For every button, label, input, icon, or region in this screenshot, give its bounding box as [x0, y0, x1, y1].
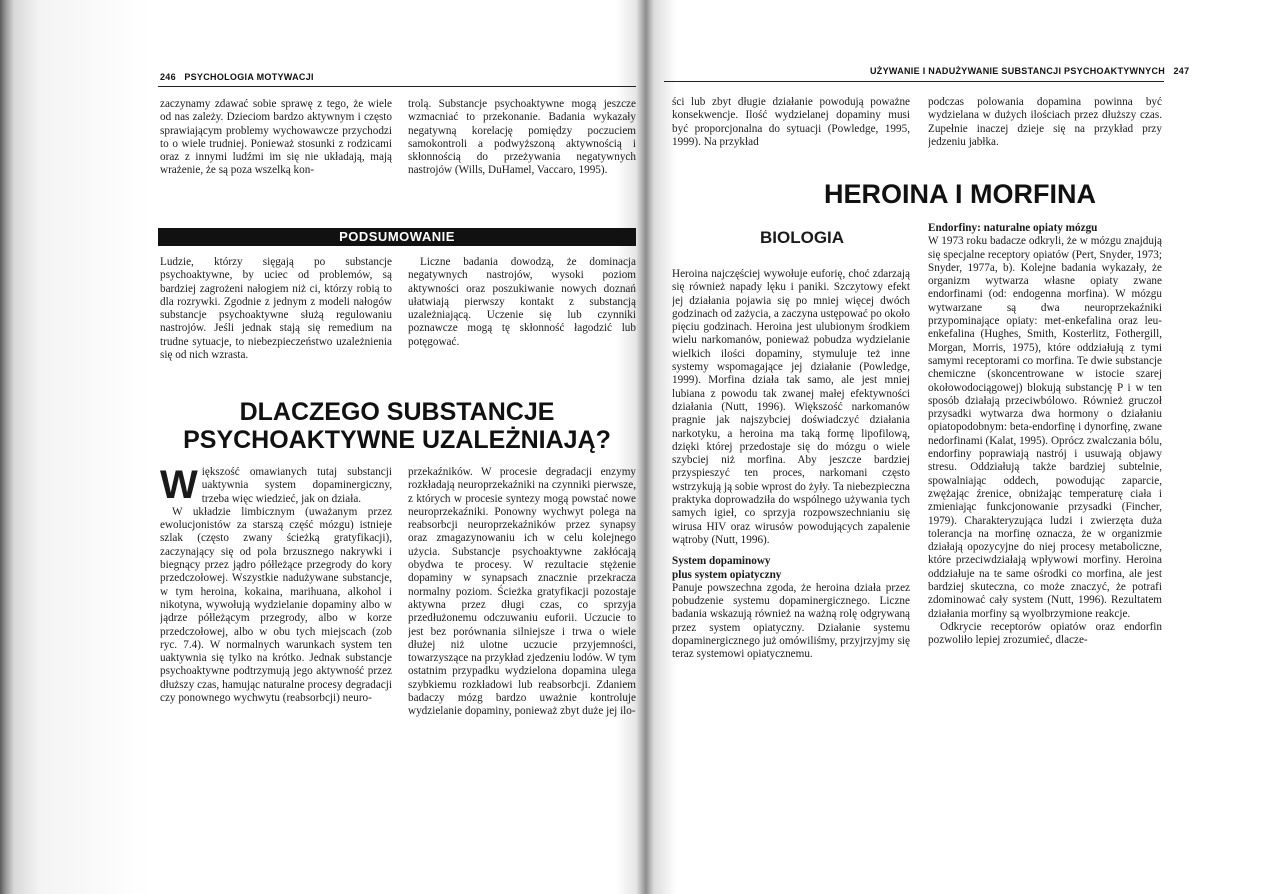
left-intro-col1: [160, 98, 392, 208]
heading-line-2: PSYCHOAKTYWNE UZALEŻNIAJĄ?: [183, 426, 611, 454]
paragraph: ści lub zbyt długie działanie powodują poważne konsekwencje. Ilość wydzielanej dopaminy musi być proporcjonalna do sytuacji (Powledge, 1995, 1999). Na przykład: [672, 96, 910, 148]
summary-banner: PODSUMOWANIE: [158, 228, 636, 246]
summary-col2: [408, 256, 636, 381]
paragraph: W 1973 roku badacze odkryli, że w mózgu znajdują się specjalne receptory opiatów (Pert, Snyder, 1973; Snyder, 1977a, b). Kolejne badania wykazały, że organizm wytwarza własne opiaty zwane endorfinami (od: endogenna morfina). W mózgu wytwarzane są dwa neuroprzekaźniki przypominające opiaty: met-enkefalina oraz leu-enkefalina (Hughes, Smith, Kosterlitz, Fothergill, Morgan, Morris, 1975), które oddziałują z tymi samymi receptorami co morfina. Te dwie substancje chemiczne (skoncentrowane w istocie szarej okołowodociągowej) blokują substancję P i w ten sposób działają przeciwbólowo. Również gruczoł przysadki wytwarza dwa hormony o działaniu opiatopodobnym: beta-endorfinę i dynorfinę, zwane nedorfinami (Kalat, 1995). Oprócz zwalczania bólu, endorfiny poprawiają nastrój i usuwają objawy stresu. Oddziałują także bardziej subtelnie, spowalniając oddech, powodując zaparcie, zwężając źrenice, obniżając temperaturę ciała i zmieniając funkcjonowanie przysadki (Fincher, 1979). Charakteryzująca ludzi i zwierzęta duża tolerancja na morfinę oznacza, że w organizmie działają opozycyjne do niej procesy metaboliczne, które przeciwdziałają wpływowi morfiny. Heroina oddziałuje na te same ośrodki co morfina, ale jest bardziej skuteczna, co może znaczyć, że potrafi zdominować cały system (Nutt, 1996). Rezultatem działania morfiny są wyolbrzymione reakcje.: [928, 235, 1162, 620]
subsection-title: System dopaminowy: [672, 555, 771, 568]
paragraph: Heroina najczęściej wywołuje euforię, choć zdarzają się również napady lęku i paniki. Szczytowy efekt jej działania pojawia się po mniej więcej dwóch godzinach od zażycia, a zaczyna ustępować po około pięciu godzinach. Heroina jest ulubionym środkiem wielu narkomanów, ponieważ pobudza wydzielanie wielkich ilości dopaminy, stymuluje też inne systemy wspomagające jej działanie (Powledge, 1999). Morfina działa tak samo, ale jest mniej lubiana z powodu tak zwanej małej efektywności działania (Nutt, 1996). Większość narkomanów pragnie jak najszybciej doświadczyć działania narkotyku, a heroina ma taką formę lipofilową, dzięki której przedostaje się do mózgu o wiele szybciej niż morfina. Aby jeszcze bardziej przyspieszyć ten proces, narkomani często wstrzykują ją sobie wprost do żyły. Ta niebezpieczna praktyka doprowadziła do wspólnego używania tych samych igieł, co sprzyja rozpowszechnianiu się wirusa HIV oraz wirusów powodujących zapalenie wątroby (Nutt, 1996).: [672, 268, 910, 546]
paragraph: Panuje powszechna zgoda, że heroina działa przez pobudzenie systemu dopaminergicznego. Liczne badania wskazują również na ważną rolę odgrywaną przez system opiatyczny. Działanie systemu dopaminergicznego już omówiliśmy, przyjrzyjmy się teraz systemowi opiatycznemu.: [672, 581, 910, 661]
right-page-number: 247: [1173, 66, 1190, 76]
left-running-head: PSYCHOLOGIA MOTYWACJI: [184, 72, 314, 82]
heading-line-1: DLACZEGO SUBSTANCJE: [239, 398, 555, 426]
paragraph: Odkrycie receptorów opiatów oraz endorfin pozwoliło lepiej zrozumieć, dlacze-: [928, 620, 1162, 647]
left-body-col1: [160, 466, 392, 818]
left-body-col2: [408, 466, 636, 818]
paragraph: przekaźników. W procesie degradacji enzymy rozkładają neuroprzekaźniki na czynniki pierwsze, z których w procesie syntezy mogą powstać nowe neuroprzekaźniki. Ponowny wychwyt polega na reabsorbcji neuroprzekaźników przez synapsy oraz zmagazynowaniu ich w celu kolejnego użycia. Substancje psychoaktywne zakłócają obydwa te procesy. W rezultacie stężenie dopaminy w synapsach znacznie przekracza normalny poziom. Ścieżka gratyfikacji pozostaje aktywna przez długi czas, co sprzyja przedłużonemu odczuwaniu euforii. Uczucie to jest bez porównania silniejsze i trwa o wiele dłużej niż ulotne uczucie przyjemności, towarzyszące na przykład zjedzeniu lodów. W tym ostatnim przypadku wydzielona dopamina ulega szybkiemu rozkładowi lub reabsorbcji. Zdaniem badaczy mózg bardzo uważnie kontroluje wydzielanie dopaminy, ponieważ zbyt duże jej ilo-: [408, 466, 636, 718]
left-header-rule: [158, 86, 636, 87]
section-heading: [158, 398, 636, 454]
right-intro-col1: [672, 96, 910, 166]
right-body-col2: [928, 222, 1162, 814]
heroina-heading: HEROINA I MORFINA: [824, 179, 1096, 209]
left-page-number: 246: [160, 72, 176, 82]
subsection-title: plus system opiatyczny: [672, 568, 782, 581]
paragraph: podczas polowania dopamina powinna być wydzielana w dużych ilościach przez dłuższy czas. Zupełnie inaczej dzieje się na przykład przy jedzeniu jabłka.: [928, 96, 1162, 148]
right-intro-col2: [928, 96, 1162, 166]
paragraph: iększość omawianych tutaj substancji uaktywnia system dopaminergiczny, trzeba więc wiedzieć, jak on działa.: [201, 466, 392, 505]
paragraph: W układzie limbicznym (uważanym przez ewolucjonistów za starszą część mózgu) istnieje szlak (często zwany ścieżką gratyfikacji), zaczynający się od pola brzusznego nakrywki i biegnący przez jądro półleżące przegrody do kory przedczołowej. Wszystkie nadużywane substancje, w tym heroina, kokaina, marihuana, alkohol i nikotyna, wywołują wydzielanie dopaminy albo w jądrze półleżącym przegrody, albo w korze przedczołowej, albo w obu tych miejscach (zob ryc. 7.4). W normalnych warunkach system ten uaktywnia się tylko na krótko. Jednak substancje psychoaktywne podtrzymują jego aktywność przez dłuższy czas, hamując naturalne procesy degradacji czy ponownego wychwytu (reabsorbcji) neuro-: [160, 505, 392, 705]
right-page-header: [870, 66, 1189, 76]
summary-col1: [160, 256, 392, 381]
paragraph: Ludzie, którzy sięgają po substancje psychoaktywne, by uciec od problemów, są bardziej zagrożeni nałogiem niż ci, którzy robią to dla rozrywki. Zgodnie z jednym z modeli nałogów substancje psychoaktywne służą regulowaniu nastrojów. Jeśli jednak stają się remedium na trudne sytuacje, to niebezpieczeństwo uzależnienia się od nich wzrasta.: [160, 256, 392, 362]
binding-edge-shadow: [0, 0, 150, 894]
right-body-col1: [672, 268, 910, 812]
paragraph: Liczne badania dowodzą, że dominacja negatywnych nastrojów, wysoki poziom aktywności oraz poszukiwanie nowych doznań ułatwiają pierwszy kontakt z substancją uzależniającą. Uczenie się lub czynniki poznawcze mogą tę skłonność łagodzić lub potęgować.: [408, 256, 636, 348]
drop-cap: W: [160, 466, 198, 507]
left-intro-col2: [408, 98, 636, 208]
biologia-subheading: BIOLOGIA: [760, 228, 845, 247]
subsection-title: Endorfiny: naturalne opiaty mózgu: [928, 222, 1098, 234]
paragraph: zaczynamy zdawać sobie sprawę z tego, że wiele od nas zależy. Dzieciom bardzo aktywnym i często sprawiającym problemy wychowawcze przychodzi to o wiele trudniej. Ponieważ stosunki z rodzicami oraz z innymi ludźmi im się nie układają, mają wrażenie, że są poza wszelką kon-: [160, 98, 392, 177]
paragraph: trolą. Substancje psychoaktywne mogą jeszcze wzmacniać to przekonanie. Badania wykazały negatywną korelację pomiędzy poczuciem samokontroli a podwyższoną aktywnością i skłonnością do przeżywania negatywnych nastrojów (Wills, DuHamel, Vaccaro, 1995).: [408, 98, 636, 177]
right-header-rule: [664, 81, 1164, 82]
right-running-head: UŻYWANIE I NADUŻYWANIE SUBSTANCJI PSYCHOAKTYWNYCH: [870, 66, 1166, 76]
left-page-header: [160, 72, 314, 82]
